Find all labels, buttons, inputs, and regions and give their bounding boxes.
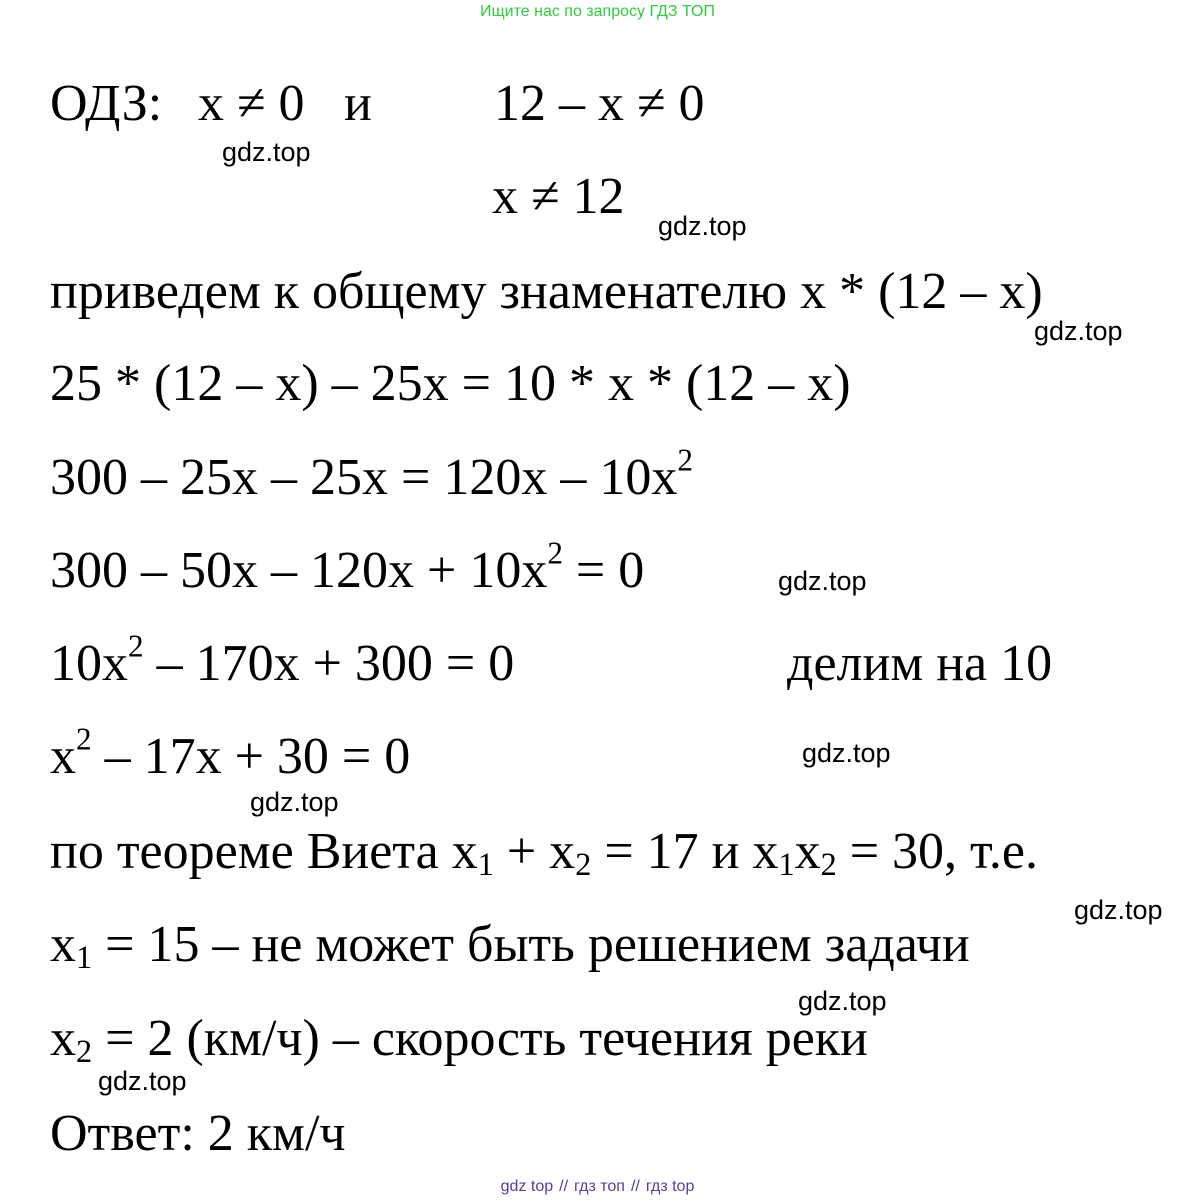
equation-2-exponent: 2 xyxy=(677,442,693,478)
watermark: gdz.top xyxy=(98,1066,187,1096)
footer-separator: // xyxy=(630,1178,640,1195)
equation-1: 25 * (12 – x) – 25x = 10 * x * (12 – x) xyxy=(50,355,851,412)
watermark: gdz.top xyxy=(658,211,747,241)
equation-5-rest: – 17x + 30 = 0 xyxy=(91,728,411,785)
vieta-sub-2: 2 xyxy=(575,846,592,883)
equation-3-exponent: 2 xyxy=(547,535,563,571)
equation-3 xyxy=(50,535,645,599)
odz-cond-3: x ≠ 12 xyxy=(492,168,625,225)
root-1-text: = 15 – не может быть решением задачи xyxy=(92,916,970,973)
equation-3-main: 300 – 50x – 120x + 10x xyxy=(50,542,548,599)
vieta-text-c: = 17 и x xyxy=(591,823,779,880)
odz-cond-2: 12 – x ≠ 0 xyxy=(494,75,705,132)
equation-5-exponent: 2 xyxy=(76,721,92,757)
equation-5-main: x xyxy=(50,728,76,785)
footer-link-gdz-top[interactable]: gdz top xyxy=(500,1178,554,1195)
odz-label: ОДЗ: xyxy=(50,75,163,132)
odz-cond-1: x ≠ 0 xyxy=(198,75,305,132)
watermark: gdz.top xyxy=(1034,316,1123,346)
footer-link-gdz-top-ru[interactable]: гдз топ xyxy=(574,1178,625,1195)
root-2-line xyxy=(50,1010,868,1070)
watermark: gdz.top xyxy=(250,787,339,817)
watermark: gdz.top xyxy=(802,738,891,768)
watermark: gdz.top xyxy=(798,986,887,1016)
watermark: gdz.top xyxy=(222,137,311,167)
equation-4-main: 10x xyxy=(50,635,128,692)
root-2-text: = 2 (км/ч) – скорость течения реки xyxy=(92,1010,868,1067)
answer-line: Ответ: 2 км/ч xyxy=(50,1105,346,1162)
equation-4-note: делим на 10 xyxy=(787,635,1053,692)
equation-4-exponent: 2 xyxy=(128,628,144,664)
root-2-var: x xyxy=(50,1010,76,1067)
vieta-sub-4: 2 xyxy=(820,846,837,883)
vieta-text-d: x xyxy=(794,823,821,880)
equation-2 xyxy=(50,442,693,506)
footer-link-gdz-top-mixed[interactable]: гдз top xyxy=(645,1178,695,1195)
vieta-line xyxy=(50,823,1038,883)
vieta-sub-3: 1 xyxy=(778,846,795,883)
vieta-sub-1: 1 xyxy=(477,846,494,883)
footer-separator: // xyxy=(559,1178,569,1195)
footer-links xyxy=(0,1178,1195,1196)
equation-3-rest: = 0 xyxy=(562,542,645,599)
root-1-var: x xyxy=(50,916,76,973)
top-banner: Ищите нас по запросу ГДЗ ТОП xyxy=(480,3,715,20)
watermark: gdz.top xyxy=(1074,895,1163,925)
equation-2-main: 300 – 25x – 25x = 120x – 10x xyxy=(50,449,678,506)
vieta-text-a: по теореме Виета x xyxy=(50,823,478,880)
equation-4 xyxy=(50,628,515,692)
vieta-text-e: = 30, т.е. xyxy=(836,823,1038,880)
vieta-text-b: + x xyxy=(493,823,576,880)
equation-5 xyxy=(50,721,411,785)
common-denominator-line: приведем к общему знаменателю x * (12 – x) xyxy=(50,263,1043,320)
root-1-sub: 1 xyxy=(76,939,93,976)
watermark: gdz.top xyxy=(778,566,867,596)
root-2-sub: 2 xyxy=(76,1033,93,1070)
root-1-line xyxy=(50,916,970,976)
equation-4-rest: – 170x + 300 = 0 xyxy=(143,635,515,692)
odz-and: и xyxy=(344,75,372,132)
